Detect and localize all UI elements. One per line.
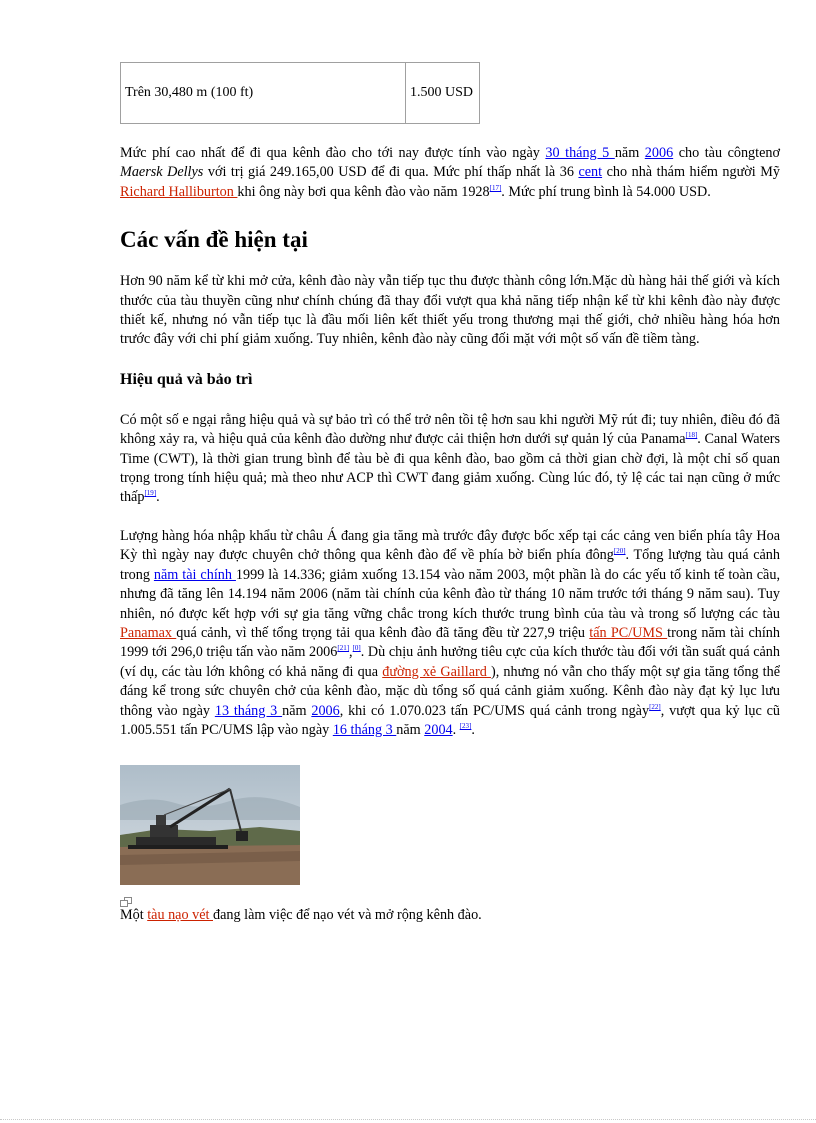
reference-link[interactable]: [20]	[613, 547, 626, 556]
paragraph-intro: Hơn 90 năm kể từ khi mở cửa, kênh đào này vẫn tiếp tục thu được thành công lớn.Mặc dù hàng hải thế giới và kích thước của tàu thuyền cũng như chính chúng đã thay đổi vượt qua khả năng tiếp nhận kể từ khi kênh đào này được thiết kế, nhưng nó vẫn tiếp tục là đầu mối liên kết thiết yếu trong thương mại thế giới, chở nhiều hàng hóa hơn trước đây với chi phí giảm xuống. Tuy nhiên, kênh đào này cũng đối mặt với một số vấn đề tiềm tàng.	[120, 273, 780, 348]
link-16-march[interactable]: 16 tháng 3	[332, 721, 397, 738]
reference-link[interactable]: [22]	[649, 702, 661, 711]
dredger-photo-drawing	[120, 765, 300, 885]
reference-link[interactable]: [19]	[144, 489, 157, 498]
ship-name: Maersk Dellys	[120, 164, 204, 181]
link-13-march[interactable]: 13 tháng 3	[214, 702, 283, 719]
figure-dredger	[120, 765, 780, 925]
reference-link[interactable]: [0]	[352, 644, 361, 653]
section-heading-current-issues: Các vấn đề hiện tại	[120, 227, 308, 253]
link-2004[interactable]: 2004	[424, 721, 453, 738]
paragraph-fees: Mức phí cao nhất để đi qua kênh đào cho tới nay được tính vào ngày 30 tháng 5 năm 2006 cho tàu côngtenơ Maersk Dellys với trị giá 249.165,00 USD để đi qua. Mức phí thấp nhất là 36 cent cho nhà thám hiểm người Mỹ Richard Halliburton khi ông này bơi qua kênh đào vào năm 1928[17]. Mức phí trung bình là 54.000 USD.	[120, 145, 780, 200]
link-richard-halliburton[interactable]: Richard Halliburton	[120, 183, 238, 200]
enlarge-icon[interactable]	[120, 894, 132, 904]
link-panamax[interactable]: Panamax	[120, 624, 177, 641]
link-tons-pc-ums[interactable]: tấn PC/UMS	[589, 624, 668, 641]
reference-link[interactable]: [21]	[337, 644, 350, 653]
subsection-heading-efficiency: Hiệu quả và bảo trì	[120, 370, 253, 388]
document-page	[120, 62, 780, 925]
figure-caption: Một tàu nạo vét đang làm việc để nạo vét và mở rộng kênh đào.	[120, 907, 482, 924]
reference-link[interactable]: [23]	[459, 721, 472, 730]
link-cent[interactable]: cent	[578, 164, 603, 181]
link-gaillard-cut[interactable]: đường xẻ Gaillard	[382, 663, 491, 680]
fee-table	[120, 62, 480, 124]
link-2006[interactable]: 2006	[644, 145, 674, 161]
link-fiscal-year[interactable]: năm tài chính	[153, 566, 236, 583]
table-cell-fee: 1.500 USD	[406, 63, 480, 124]
reference-link[interactable]: [18]	[685, 431, 698, 440]
page-break-line	[0, 1119, 816, 1120]
table-cell-tonnage: Trên 30,480 m (100 ft)	[121, 63, 406, 124]
reference-link[interactable]: [17]	[489, 183, 502, 192]
link-dredger[interactable]: tàu nạo vét	[147, 907, 213, 924]
dredger-photo[interactable]	[120, 765, 300, 885]
paragraph-traffic: Lượng hàng hóa nhập khẩu từ châu Á đang gia tăng mà trước đây được bốc xếp tại các cảng ven biển phía tây Hoa Kỳ thì ngày nay được chuyên chở thông qua kênh đào để về phía bờ biển phía đông[20]. Tổng lượng tàu quá cảnh trong năm tài chính 1999 là 14.336; giảm xuống 13.154 vào năm 2003, một phần là do các yếu tố kinh tế toàn cầu, nhưng đã tăng lên 14.194 năm 2006 (năm tài chính của kênh đào từ tháng 10 năm trước tới tháng 9 năm sau). Tuy nhiên, nó được kết hợp với sự gia tăng vững chắc trong kích thước trung bình của tàu và trong số lượng các tàu Panamax quá cảnh, vì thế tổng trọng tải qua kênh đào đã tăng đều từ 227,9 triệu tấn PC/UMS trong năm tài chính 1999 tới 296,0 triệu tấn vào năm 2006[21],[0]. Dù chịu ảnh hưởng tiêu cực của kích thước tàu đối với tần suất quá cảnh (ví dụ, các tàu lớn không có khả năng đi qua đường xẻ Gaillard ), nhưng nó vẫn cho thấy một sự gia tăng tổng thể đáng kể trong sức chuyên chở của kênh đào, mặc dù tổng số quá cảnh giảm xuống. Kênh đào này đạt kỷ lục lưu thông vào ngày 13 tháng 3 năm 2006, khi có 1.070.023 tấn PC/UMS quá cảnh trong ngày[22], vượt qua kỷ lục cũ 1.005.551 tấn PC/UMS lập vào ngày 16 tháng 3 năm 2004. [23].	[120, 527, 781, 738]
table-row	[121, 63, 480, 124]
paragraph-efficiency: Có một số e ngại rằng hiệu quả và sự bảo trì có thể trở nên tồi tệ hơn sau khi người Mỹ rút đi; tuy nhiên, điều đó đã không xảy ra, và hiệu quả của kênh đào dường như được cải thiện hơn dưới sự quản lý của Panama[18]. Canal Waters Time (CWT), là thời gian trung bình để tàu bè đi qua kênh đào, bao gồm cả thời gian chờ đợi, là một chỉ số quan trọng trong tính hiệu quả; mà theo như ACP thì CWT đang giảm xuống. Cùng lúc đó, tỷ lệ các tai nạn cũng ở mức thấp[19].	[120, 411, 780, 506]
link-30-may[interactable]: 30 tháng 5	[545, 145, 615, 161]
link-2006[interactable]: 2006	[311, 702, 340, 719]
